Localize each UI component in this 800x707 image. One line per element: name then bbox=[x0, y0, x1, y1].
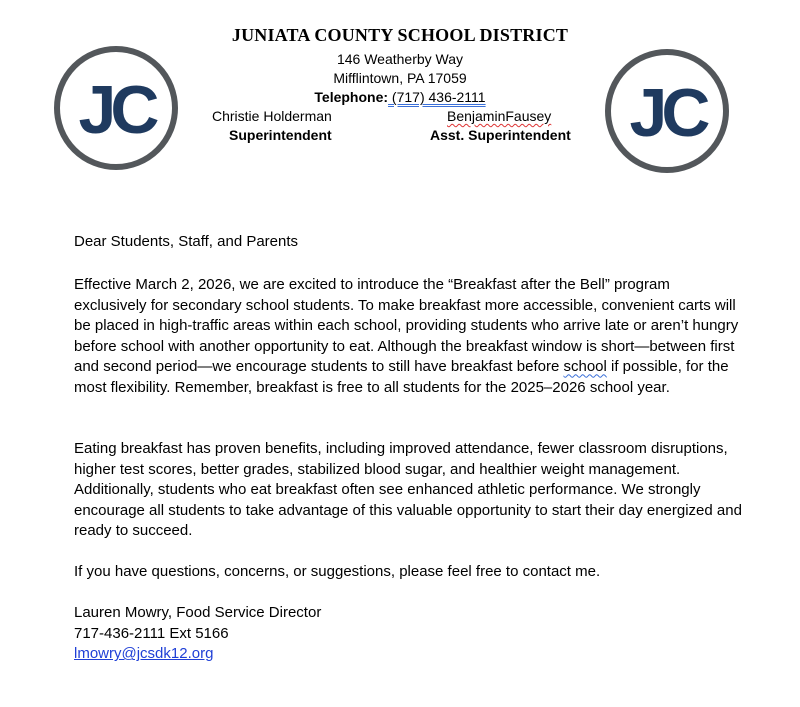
asst-superintendent-name: BenjaminFausey bbox=[447, 108, 552, 124]
street-address: 146 Weatherby Way bbox=[336, 51, 464, 67]
paragraph-1-flagged-word: school bbox=[563, 358, 607, 376]
asst-superintendent-title: Asst. Superintendent bbox=[430, 127, 571, 143]
superintendent-title: Superintendent bbox=[229, 127, 332, 143]
city-state-zip: Mifflintown, PA 17059 bbox=[333, 70, 467, 86]
logo-letters: JC bbox=[78, 72, 154, 148]
telephone-label: Telephone: bbox=[314, 89, 389, 105]
paragraph-3: If you have questions, concerns, or suggestions, please feel free to contact me. bbox=[74, 563, 601, 580]
paragraph-1 bbox=[74, 275, 744, 399]
signature-phone: 717-436-2111 Ext 5166 bbox=[74, 624, 229, 642]
logo-letters: JC bbox=[629, 75, 705, 151]
greeting: Dear Students, Staff, and Parents bbox=[74, 233, 299, 250]
signature-email-link[interactable]: lmowry@jcsdk12.org bbox=[74, 645, 214, 663]
signature-name: Lauren Mowry, Food Service Director bbox=[74, 604, 322, 621]
telephone-number: (717) 436-2111 bbox=[388, 89, 486, 105]
signature-block bbox=[74, 603, 744, 665]
telephone-line bbox=[0, 89, 800, 105]
paragraph-2: Eating breakfast has proven benefits, including improved attendance, fewer classroom disruptions, higher test scores, better grades, stabilized blood sugar, and healthier weight management. Additionally, students who eat breakfast often see enhanced athletic performance. We strongly encourage all students to take advantage of this valuable opportunity to start their day energized and ready to succeed. bbox=[74, 440, 742, 540]
paragraph-1-part-b: if possible, for the most flexibility. Remember, breakfast is free to all students for the 2025–2026 school year. bbox=[74, 358, 729, 396]
superintendent-name: Christie Holderman bbox=[212, 108, 332, 124]
paragraph-1-part-a: Effective March 2, 2026, we are excited to introduce the “Breakfast after the Bell” program exclusively for secondary school students. To make breakfast more accessible, convenient carts will be placed in high-traffic areas within each school, providing students who arrive late or aren’t hungry before school with another opportunity to eat. Although the breakfast window is short—between first and second period—we encourage students to still have breakfast before bbox=[74, 276, 739, 376]
district-name: JUNIATA COUNTY SCHOOL DISTRICT bbox=[231, 25, 569, 45]
